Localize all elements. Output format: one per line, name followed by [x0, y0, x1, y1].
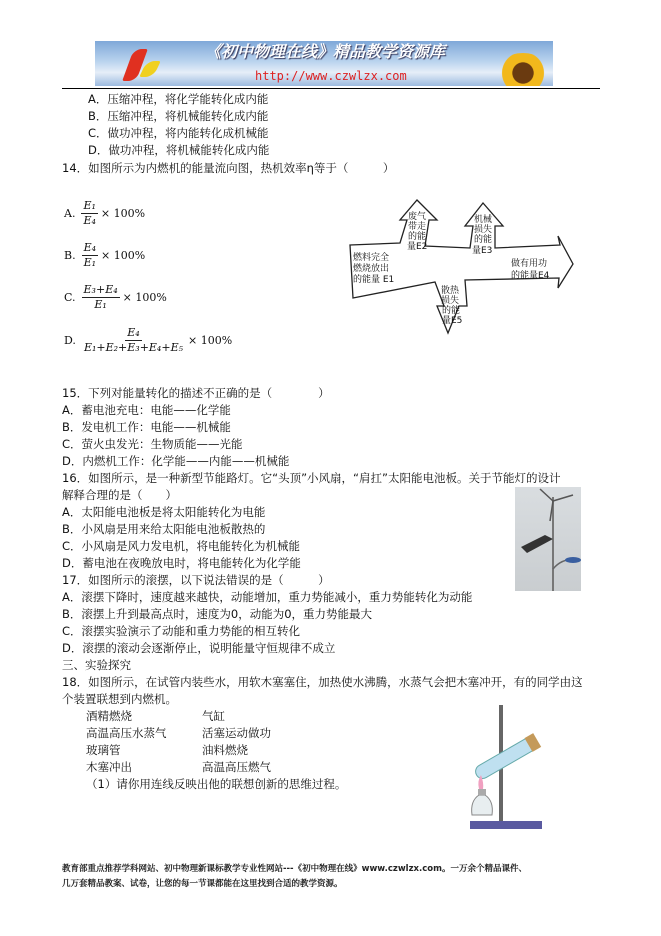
diagram-label: 的能: [408, 232, 427, 242]
q14-option-c: [64, 283, 167, 312]
q15-stem: 15．下列对能量转化的描述不正确的是（ ）: [62, 386, 330, 400]
q17-stem: 17．如图所示的滚摆，以下说法错误的是（ ）: [62, 573, 330, 587]
option-label: C.: [64, 290, 76, 304]
suffix: × 100%: [122, 290, 167, 304]
q16-option-b: B．小风扇是用来给太阳能电池板散热的: [62, 522, 266, 536]
q17-option-d: D．滚摆的滚动会逐渐停止，说明能量守恒规律不成立: [62, 641, 336, 655]
diagram-label: 机械: [474, 215, 493, 225]
q18-right-item: 气缸: [202, 709, 225, 723]
denominator: E₁: [83, 256, 97, 269]
q18-sub-question-1: （1）请你用连线反映出他的联想创新的思维过程。: [86, 777, 347, 791]
header-divider: [62, 88, 600, 89]
diagram-label: 的能量E4: [511, 271, 550, 281]
suffix: × 100%: [100, 206, 146, 220]
q13-option-b: B．压缩冲程，将机械能转化成内能: [88, 109, 269, 123]
numerator: E₄: [127, 326, 140, 339]
q16-option-c: C．小风扇是风力发电机，将电能转化为机械能: [62, 539, 301, 553]
q18-left-item: 木塞冲出: [86, 760, 132, 774]
q13-option-a: A．压缩冲程，将化学能转化成内能: [88, 92, 269, 106]
footer-line-1: 教育部重点推荐学科网站、初中物理新课标教学专业性网站---《初中物理在线》www.czwlzx.com。一万余个精品课件、: [62, 864, 527, 874]
numerator: E₁: [83, 199, 96, 212]
banner-title: 《初中物理在线》精品教学资源库: [205, 42, 446, 61]
q14-option-a: [64, 199, 145, 228]
suffix: × 100%: [188, 333, 233, 347]
diagram-label: 燃料完全: [353, 253, 390, 263]
streetlamp-photo: [515, 487, 581, 591]
streetlamp-illustration: [515, 487, 581, 591]
diagram-label: 的能: [442, 306, 461, 316]
diagram-label: 带走: [408, 222, 427, 232]
q13-option-d: D．做功冲程，将机械能转化成内能: [88, 143, 270, 157]
q18-left-item: 高温高压水蒸气: [86, 726, 167, 740]
q18-right-item: 油料燃烧: [202, 743, 248, 757]
q18-right-item: 活塞运动做功: [202, 726, 271, 740]
q17-option-c: C．滚摆实验演示了动能和重力势能的相互转化: [62, 624, 301, 638]
q15-option-a: A．蓄电池充电：电能——化学能: [62, 403, 231, 417]
banner-url[interactable]: http://www.czwlzx.com: [255, 69, 407, 83]
q18-stem-line2: 个装置联想到内燃机。: [62, 692, 177, 706]
q14-option-d: [64, 326, 232, 355]
energy-flow-diagram: [345, 198, 575, 338]
suffix: × 100%: [101, 248, 146, 262]
diagram-label: 的能: [474, 235, 493, 245]
q16-stem-line1: 16．如图所示，是一种新型节能路灯。它“头顶”小风扇，“肩扛”太阳能电池板。关于节能灯的设计: [62, 471, 561, 485]
q13-option-c: C．做功冲程，将内能转化成机械能: [88, 126, 269, 140]
q17-option-a: A．滚摆下降时，速度越来越快，动能增加，重力势能减小，重力势能转化为动能: [62, 590, 473, 604]
option-label: B.: [64, 248, 76, 262]
option-label: A.: [64, 206, 76, 220]
diagram-label: 燃烧放出: [353, 264, 390, 274]
site-banner[interactable]: [95, 41, 553, 86]
q16-option-d: D．蓄电池在夜晚放电时，将电能转化为化学能: [62, 556, 301, 570]
q18-left-item: 玻璃管: [86, 743, 121, 757]
section-heading: 三、实验探究: [62, 658, 131, 672]
denominator: E₁+E₂+E₃+E₄+E₅: [83, 341, 184, 354]
denominator: E₁: [94, 298, 107, 311]
q15-option-d: D．内燃机工作：化学能——内能——机械能: [62, 454, 290, 468]
diagram-label: 的能量 E1: [353, 275, 395, 285]
diagram-label: 损失: [474, 225, 493, 235]
test-tube-apparatus-image: [466, 703, 544, 833]
q17-option-b: B．滚摆上升到最高点时，速度为0，动能为0，重力势能最大: [62, 607, 373, 621]
numerator: E₃+E₄: [83, 283, 118, 296]
diagram-label: 散热: [441, 286, 460, 296]
diagram-label: 量E2: [407, 242, 428, 252]
diagram-label: 做有用功: [511, 259, 548, 269]
q14-stem: 14．如图所示为内燃机的能量流向图，热机效率η等于（ ）: [62, 161, 395, 175]
sunflower-image: [495, 53, 551, 86]
diagram-label: 废气: [408, 212, 427, 222]
q15-option-c: C．萤火虫发光：生物质能——光能: [62, 437, 243, 451]
diagram-label: 量E5: [442, 316, 463, 326]
option-label: D.: [64, 333, 76, 347]
q18-right-item: 高温高压燃气: [202, 760, 271, 774]
q18-stem-line1: 18．如图所示，在试管内装些水，用软木塞塞住，加热使水沸腾，水蒸气会把木塞冲开，有的同学由这: [62, 675, 583, 689]
q18-left-item: 酒精燃烧: [86, 709, 132, 723]
q15-option-b: B．发电机工作：电能——机械能: [62, 420, 231, 434]
numerator: E₄: [83, 241, 97, 254]
q16-stem-line2: 解释合理的是（ ）: [62, 488, 177, 502]
diagram-label: 量E3: [472, 246, 493, 256]
denominator: E₄: [83, 214, 96, 227]
q16-option-a: A．太阳能电池板是将太阳能转化为电能: [62, 505, 266, 519]
q14-option-b: [64, 241, 145, 270]
diagram-label: 损失: [441, 296, 460, 306]
footer-line-2: 几万套精品教案、试卷，让您的每一节课都能在这里找到合适的教学资源。: [62, 879, 343, 889]
